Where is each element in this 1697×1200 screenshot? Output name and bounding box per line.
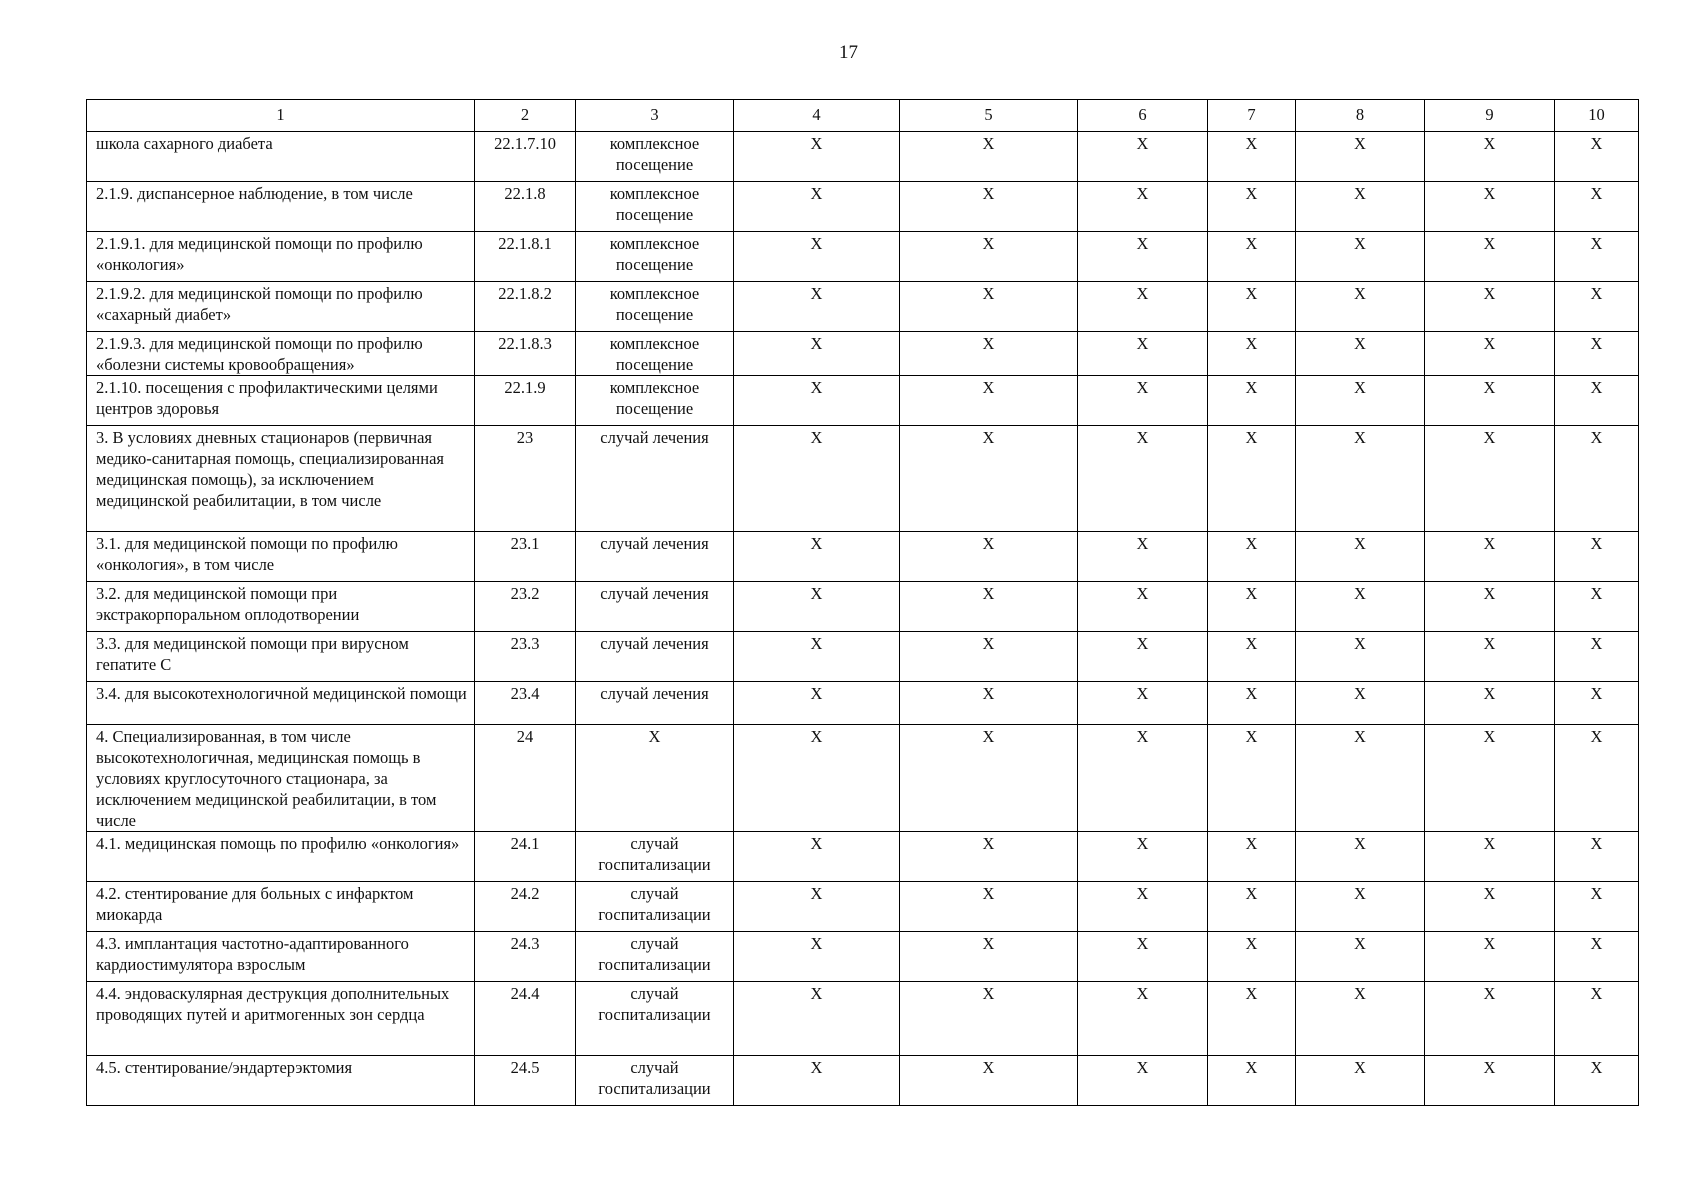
row-value: X <box>1296 182 1425 232</box>
row-value: X <box>1555 376 1639 426</box>
row-value: X <box>1296 132 1425 182</box>
table-row <box>87 582 1639 632</box>
row-value: X <box>900 682 1078 725</box>
row-unit: комплексное посещение <box>576 282 734 332</box>
row-value: X <box>1078 832 1208 882</box>
row-value: X <box>1208 582 1296 632</box>
row-value: X <box>1078 632 1208 682</box>
row-code: 23 <box>475 426 576 532</box>
table-row <box>87 282 1639 332</box>
page-number: 17 <box>839 42 858 63</box>
row-value: X <box>734 582 900 632</box>
row-value: X <box>1425 1056 1555 1106</box>
row-name: 4.5. стентирование/эндартерэктомия <box>87 1056 475 1106</box>
row-value: X <box>1555 632 1639 682</box>
row-unit: случай лечения <box>576 582 734 632</box>
row-value: X <box>1296 582 1425 632</box>
row-name: 2.1.10. посещения с профилактическими целями центров здоровья <box>87 376 475 426</box>
table-row <box>87 882 1639 932</box>
row-value: X <box>1208 332 1296 376</box>
row-value: X <box>1296 932 1425 982</box>
row-value: X <box>1296 232 1425 282</box>
row-value: X <box>734 682 900 725</box>
row-code: 23.4 <box>475 682 576 725</box>
row-value: X <box>900 132 1078 182</box>
column-header: 6 <box>1078 100 1208 132</box>
row-value: X <box>1208 1056 1296 1106</box>
row-value: X <box>900 182 1078 232</box>
row-value: X <box>1296 632 1425 682</box>
row-value: X <box>1555 982 1639 1056</box>
row-value: X <box>1555 932 1639 982</box>
row-code: 22.1.7.10 <box>475 132 576 182</box>
row-value: X <box>1208 832 1296 882</box>
row-value: X <box>1208 725 1296 832</box>
row-code: 22.1.8.2 <box>475 282 576 332</box>
row-value: X <box>1555 1056 1639 1106</box>
row-value: X <box>1425 332 1555 376</box>
row-value: X <box>1425 932 1555 982</box>
row-value: X <box>1555 532 1639 582</box>
row-value: X <box>1555 182 1639 232</box>
row-value: X <box>1208 426 1296 532</box>
row-value: X <box>1555 232 1639 282</box>
row-value: X <box>900 632 1078 682</box>
row-value: X <box>1555 882 1639 932</box>
row-value: X <box>900 282 1078 332</box>
row-name: 4.4. эндоваскулярная деструкция дополнительных проводящих путей и аритмогенных зон сердца <box>87 982 475 1056</box>
column-header: 4 <box>734 100 900 132</box>
row-value: X <box>734 532 900 582</box>
row-code: 23.1 <box>475 532 576 582</box>
row-value: X <box>1078 1056 1208 1106</box>
row-name: 2.1.9.3. для медицинской помощи по профилю «болезни системы кровообращения» <box>87 332 475 376</box>
table-row <box>87 1056 1639 1106</box>
row-value: X <box>900 232 1078 282</box>
row-code: 22.1.8.3 <box>475 332 576 376</box>
row-value: X <box>1208 376 1296 426</box>
row-name: 2.1.9.1. для медицинской помощи по профилю «онкология» <box>87 232 475 282</box>
row-value: X <box>1296 882 1425 932</box>
row-unit: комплексное посещение <box>576 182 734 232</box>
row-code: 24.3 <box>475 932 576 982</box>
row-value: X <box>1296 1056 1425 1106</box>
table-row <box>87 725 1639 832</box>
row-value: X <box>1296 982 1425 1056</box>
table-row <box>87 932 1639 982</box>
row-value: X <box>900 426 1078 532</box>
row-value: X <box>1208 932 1296 982</box>
row-name: 4. Специализированная, в том числе высокотехнологичная, медицинская помощь в условиях круглосуточного стационара, за исключением медицинской реабилитации, в том числе <box>87 725 475 832</box>
row-value: X <box>1296 832 1425 882</box>
row-value: X <box>1208 282 1296 332</box>
row-code: 24.1 <box>475 832 576 882</box>
row-value: X <box>1555 426 1639 532</box>
row-value: X <box>900 582 1078 632</box>
row-value: X <box>734 376 900 426</box>
row-value: X <box>900 832 1078 882</box>
row-value: X <box>734 332 900 376</box>
row-value: X <box>734 832 900 882</box>
row-code: 24.4 <box>475 982 576 1056</box>
row-name: 2.1.9. диспансерное наблюдение, в том числе <box>87 182 475 232</box>
row-value: X <box>1078 332 1208 376</box>
row-value: X <box>734 1056 900 1106</box>
row-value: X <box>1425 632 1555 682</box>
row-code: 24.5 <box>475 1056 576 1106</box>
row-value: X <box>900 532 1078 582</box>
row-value: X <box>1425 882 1555 932</box>
row-value: X <box>900 982 1078 1056</box>
column-header: 2 <box>475 100 576 132</box>
table-body <box>87 100 1639 1106</box>
row-unit: случай госпитализации <box>576 932 734 982</box>
row-value: X <box>734 882 900 932</box>
row-value: X <box>734 232 900 282</box>
row-value: X <box>1078 182 1208 232</box>
row-value: X <box>900 725 1078 832</box>
table-row <box>87 532 1639 582</box>
row-unit: комплексное посещение <box>576 376 734 426</box>
row-value: X <box>1078 582 1208 632</box>
row-unit: случай госпитализации <box>576 982 734 1056</box>
row-code: 24.2 <box>475 882 576 932</box>
table-row <box>87 332 1639 376</box>
row-code: 22.1.8 <box>475 182 576 232</box>
row-value: X <box>734 182 900 232</box>
column-header: 8 <box>1296 100 1425 132</box>
row-name: школа сахарного диабета <box>87 132 475 182</box>
row-name: 3.4. для высокотехнологичной медицинской помощи <box>87 682 475 725</box>
table-row <box>87 426 1639 532</box>
table-row <box>87 982 1639 1056</box>
column-header: 10 <box>1555 100 1639 132</box>
row-value: X <box>1078 132 1208 182</box>
row-value: X <box>1078 982 1208 1056</box>
data-table <box>86 99 1639 1106</box>
column-header: 1 <box>87 100 475 132</box>
row-unit: комплексное посещение <box>576 232 734 282</box>
row-value: X <box>1078 376 1208 426</box>
row-value: X <box>1208 882 1296 932</box>
row-value: X <box>900 882 1078 932</box>
row-value: X <box>734 132 900 182</box>
row-value: X <box>1425 532 1555 582</box>
row-value: X <box>1555 682 1639 725</box>
column-header: 7 <box>1208 100 1296 132</box>
row-value: X <box>1425 832 1555 882</box>
row-unit: X <box>576 725 734 832</box>
row-name: 4.2. стентирование для больных с инфарктом миокарда <box>87 882 475 932</box>
row-value: X <box>1208 632 1296 682</box>
row-name: 3.2. для медицинской помощи при экстракорпоральном оплодотворении <box>87 582 475 632</box>
row-value: X <box>1425 132 1555 182</box>
row-value: X <box>1078 932 1208 982</box>
table-row <box>87 632 1639 682</box>
row-name: 4.3. имплантация частотно-адаптированного кардиостимулятора взрослым <box>87 932 475 982</box>
row-value: X <box>1078 532 1208 582</box>
row-value: X <box>1555 725 1639 832</box>
row-value: X <box>1555 132 1639 182</box>
table-row <box>87 232 1639 282</box>
row-name: 4.1. медицинская помощь по профилю «онкология» <box>87 832 475 882</box>
row-value: X <box>900 932 1078 982</box>
table-row <box>87 182 1639 232</box>
row-value: X <box>1296 426 1425 532</box>
row-value: X <box>900 376 1078 426</box>
row-value: X <box>900 332 1078 376</box>
row-value: X <box>734 725 900 832</box>
row-unit: случай госпитализации <box>576 832 734 882</box>
row-name: 2.1.9.2. для медицинской помощи по профилю «сахарный диабет» <box>87 282 475 332</box>
row-value: X <box>1425 282 1555 332</box>
row-value: X <box>1425 982 1555 1056</box>
row-code: 23.3 <box>475 632 576 682</box>
row-code: 22.1.8.1 <box>475 232 576 282</box>
row-value: X <box>1208 132 1296 182</box>
row-value: X <box>1555 332 1639 376</box>
row-value: X <box>1078 232 1208 282</box>
row-value: X <box>1208 532 1296 582</box>
row-name: 3. В условиях дневных стационаров (первичная медико-санитарная помощь, специализированная медицинская помощь), за исключением медицинской реабилитации, в том числе <box>87 426 475 532</box>
row-value: X <box>1425 725 1555 832</box>
row-value: X <box>1296 532 1425 582</box>
row-unit: случай лечения <box>576 532 734 582</box>
row-code: 22.1.9 <box>475 376 576 426</box>
row-value: X <box>1078 882 1208 932</box>
row-value: X <box>1425 682 1555 725</box>
row-value: X <box>734 632 900 682</box>
row-unit: случай лечения <box>576 426 734 532</box>
row-code: 24 <box>475 725 576 832</box>
row-value: X <box>1078 282 1208 332</box>
row-name: 3.3. для медицинской помощи при вирусном гепатите C <box>87 632 475 682</box>
row-value: X <box>1555 832 1639 882</box>
row-value: X <box>1208 682 1296 725</box>
row-unit: случай лечения <box>576 682 734 725</box>
row-value: X <box>1555 582 1639 632</box>
column-header: 9 <box>1425 100 1555 132</box>
row-value: X <box>1425 182 1555 232</box>
column-header: 3 <box>576 100 734 132</box>
row-value: X <box>1296 376 1425 426</box>
row-value: X <box>1078 682 1208 725</box>
row-value: X <box>1425 376 1555 426</box>
row-value: X <box>1425 426 1555 532</box>
row-unit: комплексное посещение <box>576 132 734 182</box>
row-value: X <box>1078 725 1208 832</box>
row-value: X <box>1296 682 1425 725</box>
header-row <box>87 100 1639 132</box>
row-value: X <box>1078 426 1208 532</box>
table-row <box>87 682 1639 725</box>
table-row <box>87 132 1639 182</box>
row-value: X <box>1425 232 1555 282</box>
row-value: X <box>1208 182 1296 232</box>
row-value: X <box>1555 282 1639 332</box>
row-value: X <box>734 932 900 982</box>
table-row <box>87 832 1639 882</box>
row-unit: комплексное посещение <box>576 332 734 376</box>
row-value: X <box>734 426 900 532</box>
row-value: X <box>1296 332 1425 376</box>
row-value: X <box>734 982 900 1056</box>
row-name: 3.1. для медицинской помощи по профилю «онкология», в том числе <box>87 532 475 582</box>
row-value: X <box>900 1056 1078 1106</box>
table-row <box>87 376 1639 426</box>
row-unit: случай госпитализации <box>576 1056 734 1106</box>
row-value: X <box>1208 982 1296 1056</box>
row-unit: случай лечения <box>576 632 734 682</box>
row-value: X <box>1208 232 1296 282</box>
row-value: X <box>1296 282 1425 332</box>
row-value: X <box>1296 725 1425 832</box>
row-value: X <box>734 282 900 332</box>
row-code: 23.2 <box>475 582 576 632</box>
row-value: X <box>1425 582 1555 632</box>
row-unit: случай госпитализации <box>576 882 734 932</box>
column-header: 5 <box>900 100 1078 132</box>
